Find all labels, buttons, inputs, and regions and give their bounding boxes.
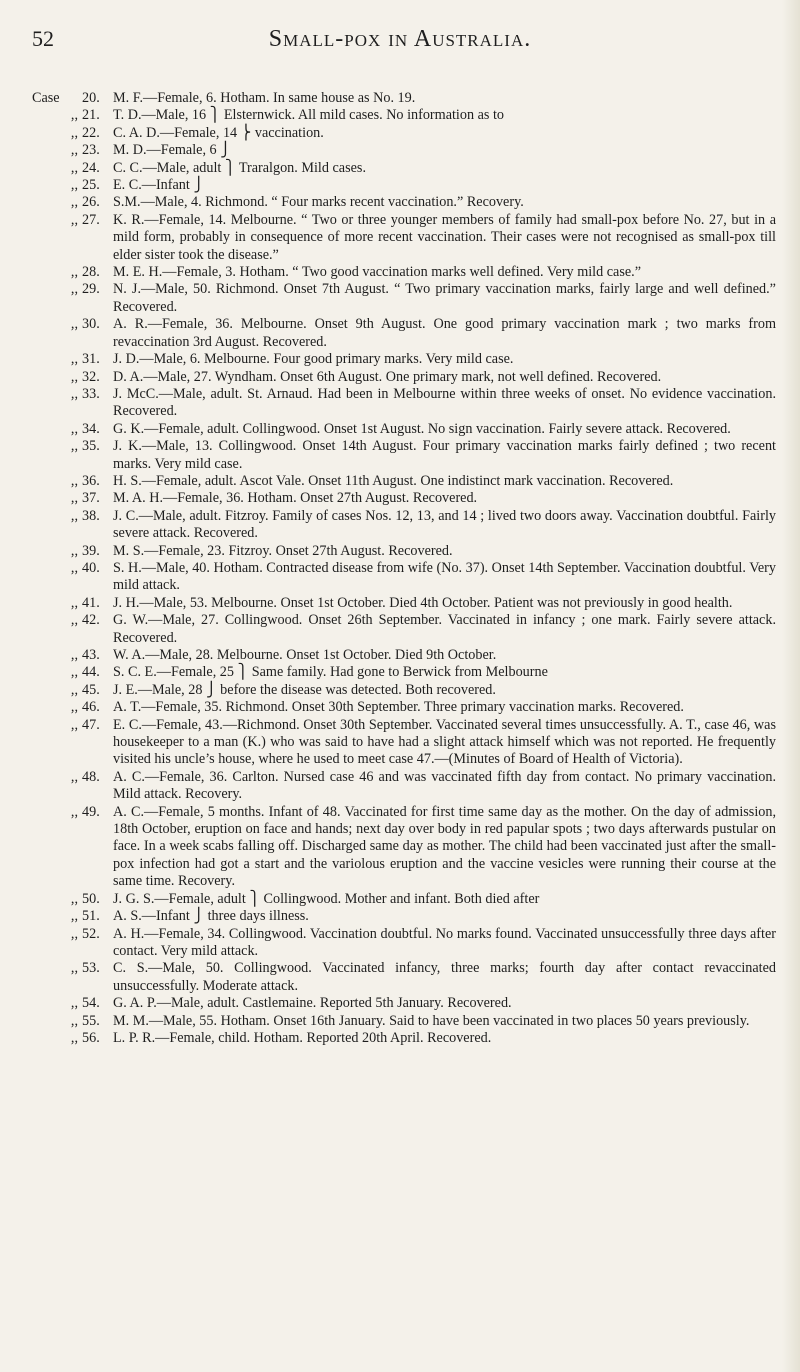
case-entry	[32, 212, 776, 264]
case-number: 44.	[82, 664, 100, 681]
case-number: 20.	[82, 90, 100, 106]
case-text: M. E. H.—Female, 3. Hotham. “ Two good vaccination marks well defined. Very mild case.”	[113, 264, 642, 281]
case-prefix: ,,	[70, 177, 78, 194]
case-text: S.M.—Male, 4. Richmond. “ Four marks recent vaccination.” Recovery.	[113, 194, 524, 211]
case-number: 54.	[82, 995, 100, 1012]
case-prefix: ,,	[70, 925, 78, 942]
case-prefix: ,,	[70, 542, 78, 559]
case-text: A. C.—Female, 5 months. Infant of 48. Vaccinated for first time same day as the mother. On the day of admission, 18th October, eruption on face and hands; next day over body in red papular spots ; two days afterwards pustular on face. In a week scabs falling off. Discharged same day as mother. The child had been vaccinated just after the small-pox infection had got a start and the variolous eruption and the vaccine vesicles were running their course at the same time. Recovery.	[113, 803, 776, 890]
case-entry	[32, 125, 776, 142]
case-entry	[32, 804, 776, 891]
case-prefix: ,,	[70, 472, 78, 489]
case-prefix: ,,	[70, 647, 78, 663]
case-text: C. C.—Male, adult ⎫ Traralgon. Mild cases.	[113, 159, 366, 176]
case-number: 56.	[82, 1029, 100, 1046]
case-text: G. A. P.—Male, adult. Castlemaine. Reported 5th January. Recovered.	[113, 995, 512, 1012]
case-text: J. G. S.—Female, adult ⎫ Collingwood. Mother and infant. Both died after	[113, 890, 540, 907]
running-title: Small-pox in Australia.	[268, 26, 532, 52]
case-prefix: ,,	[70, 264, 78, 281]
case-number: 51.	[82, 908, 100, 925]
case-text: M. F.—Female, 6. Hotham. In same house as No. 19.	[113, 90, 416, 106]
case-entry	[32, 369, 776, 386]
case-text: L. P. R.—Female, child. Hotham. Reported 20th April. Recovered.	[113, 1029, 492, 1046]
case-prefix: ,,	[70, 194, 78, 211]
case-text: C. S.—Male, 50. Collingwood. Vaccinated infancy, three marks; fourth day after contact revaccinated unsuccessfully. Moderate attack.	[113, 960, 776, 994]
case-entry	[32, 473, 776, 490]
case-entry	[32, 560, 776, 595]
case-entry	[32, 995, 776, 1012]
case-entry	[32, 647, 776, 664]
case-prefix: ,,	[70, 368, 78, 385]
case-prefix: ,,	[70, 908, 78, 925]
case-text: A. T.—Female, 35. Richmond. Onset 30th September. Three primary vaccination marks. Recovered.	[113, 699, 684, 716]
case-text: M. S.—Female, 23. Fitzroy. Onset 27th August. Recovered.	[113, 542, 453, 559]
case-entry	[32, 160, 776, 177]
case-prefix: ,,	[70, 768, 78, 785]
case-text: M. M.—Male, 55. Hotham. Onset 16th January. Said to have been vaccinated in two places 50 years previously.	[113, 1012, 750, 1029]
case-entry	[32, 769, 776, 804]
case-prefix: ,,	[70, 420, 78, 437]
case-entry	[32, 926, 776, 961]
case-prefix: ,,	[70, 385, 78, 402]
case-number: 45.	[82, 681, 100, 698]
case-entry	[32, 142, 776, 159]
case-entry	[32, 717, 776, 769]
case-prefix: ,,	[70, 1012, 78, 1029]
page-edge-shadow	[782, 0, 800, 1372]
case-text: G. K.—Female, adult. Collingwood. Onset 1st August. No sign vaccination. Fairly severe attack. Recovered.	[113, 420, 731, 437]
case-number: 22.	[82, 124, 100, 141]
case-entry	[32, 1030, 776, 1047]
case-prefix: ,,	[70, 681, 78, 698]
case-prefix: ,,	[70, 211, 78, 228]
case-number: 27.	[82, 211, 100, 228]
case-number: 38.	[82, 507, 100, 524]
case-prefix: ,,	[70, 490, 78, 507]
case-prefix: ,,	[70, 890, 78, 907]
case-text: A. H.—Female, 34. Collingwood. Vaccination doubtful. No marks found. Vaccinated unsuccessfully three days after contact. Very mild attack.	[113, 925, 776, 959]
case-text: H. S.—Female, adult. Ascot Vale. Onset 11th August. One indistinct mark vaccination. Recovered.	[113, 472, 674, 489]
case-prefix: ,,	[70, 803, 78, 820]
case-entry	[32, 194, 776, 211]
case-prefix: ,,	[70, 316, 78, 333]
case-number: 33.	[82, 385, 100, 402]
case-text: A. S.—Infant ⎭ three days illness.	[113, 908, 309, 925]
case-text: E. C.—Infant ⎭	[113, 177, 205, 194]
case-prefix: ,,	[70, 716, 78, 733]
case-number: 40.	[82, 559, 100, 576]
case-entry	[32, 264, 776, 281]
case-text: W. A.—Male, 28. Melbourne. Onset 1st October. Died 9th October.	[113, 647, 497, 663]
case-number: 30.	[82, 316, 100, 333]
case-number: 23.	[82, 142, 100, 159]
case-entry	[32, 1013, 776, 1030]
case-number: 46.	[82, 699, 100, 716]
case-number: 31.	[82, 351, 100, 368]
case-list	[32, 90, 776, 1047]
case-number: 55.	[82, 1012, 100, 1029]
case-number: 28.	[82, 264, 100, 281]
case-text: T. D.—Male, 16 ⎫ Elsternwick. All mild cases. No information as to	[113, 107, 505, 124]
case-prefix: ,,	[70, 107, 78, 124]
case-entry	[32, 612, 776, 647]
case-prefix: ,,	[70, 612, 78, 629]
case-prefix: ,,	[70, 1029, 78, 1046]
case-number: 36.	[82, 472, 100, 489]
case-number: 37.	[82, 490, 100, 507]
case-number: 48.	[82, 768, 100, 785]
case-entry	[32, 699, 776, 716]
case-number: 39.	[82, 542, 100, 559]
case-text: S. H.—Male, 40. Hotham. Contracted disease from wife (No. 37). Onset 14th September. Vaccination doubtful. Very mild attack.	[113, 559, 776, 594]
page-header	[32, 26, 768, 62]
case-entry	[32, 107, 776, 124]
case-number: 32.	[82, 368, 100, 385]
case-text: S. C. E.—Female, 25 ⎫ Same family. Had gone to Berwick from Melbourne	[113, 664, 548, 681]
case-entry	[32, 490, 776, 507]
case-entry	[32, 664, 776, 681]
case-prefix: ,,	[70, 664, 78, 681]
case-number: 41.	[82, 594, 100, 611]
case-text: J. H.—Male, 53. Melbourne. Onset 1st October. Died 4th October. Patient was not previously in good health.	[113, 594, 733, 611]
case-prefix: ,,	[70, 159, 78, 176]
case-prefix: ,,	[70, 594, 78, 611]
case-entry	[32, 543, 776, 560]
page-number: 52	[32, 26, 54, 51]
case-entry	[32, 595, 776, 612]
case-prefix: ,,	[70, 960, 78, 977]
case-text: G. W.—Male, 27. Collingwood. Onset 26th September. Vaccinated in infancy ; one mark. Fairly severe attack. Recovered.	[113, 612, 776, 646]
case-number: 25.	[82, 177, 100, 194]
case-text: D. A.—Male, 27. Wyndham. Onset 6th August. One primary mark, not well defined. Recovered.	[113, 368, 662, 385]
case-text: M. A. H.—Female, 36. Hotham. Onset 27th August. Recovered.	[113, 490, 478, 507]
case-number: 34.	[82, 420, 100, 437]
case-number: 42.	[82, 612, 100, 629]
case-text: A. C.—Female, 36. Carlton. Nursed case 46 and was vaccinated fifth day from contact. No primary vaccination. Mild attack. Recovery.	[113, 768, 776, 803]
case-prefix: ,,	[70, 351, 78, 368]
case-number: 47.	[82, 716, 100, 733]
case-number: 50.	[82, 890, 100, 907]
case-entry	[32, 960, 776, 995]
case-text: A. R.—Female, 36. Melbourne. Onset 9th August. One good primary vaccination mark ; two marks from revaccination 3rd August. Recovered.	[113, 316, 776, 350]
case-entry	[32, 908, 776, 925]
case-number: 21.	[82, 107, 100, 124]
case-text: J. D.—Male, 6. Melbourne. Four good primary marks. Very mild case.	[113, 351, 514, 368]
case-text: M. D.—Female, 6 ⎭	[113, 142, 231, 159]
case-entry	[32, 508, 776, 543]
case-entry	[32, 386, 776, 421]
case-entry	[32, 177, 776, 194]
case-entry	[32, 90, 776, 107]
case-prefix: ,,	[70, 995, 78, 1012]
case-entry	[32, 316, 776, 351]
case-number: 26.	[82, 194, 100, 211]
case-text: E. C.—Female, 43.—Richmond. Onset 30th September. Vaccinated several times unsuccessfully. A. T., case 46, was housekeeper to a man (K.) who was said to have had a slight attack himself which was not reported. He frequently visited his uncle’s house, where he used to meet case 47.—(Minutes of Board of Health of Victoria).	[113, 716, 776, 768]
case-text: J. C.—Male, adult. Fitzroy. Family of cases Nos. 12, 13, and 14 ; lived two doors away. Vaccination doubtful. Fairly severe attack. Recovered.	[113, 507, 776, 542]
case-entry	[32, 438, 776, 473]
case-number: 35.	[82, 438, 100, 455]
case-entry	[32, 891, 776, 908]
case-prefix: ,,	[70, 281, 78, 298]
case-text: K. R.—Female, 14. Melbourne. “ Two or three younger members of family had small-pox before No. 27, but in a mild form, probably in consequence of more recent vaccination. Their cases were not recognised as small-pox till elder sister took the disease.”	[113, 211, 776, 263]
case-text: N. J.—Male, 50. Richmond. Onset 7th August. “ Two primary vaccination marks, fairly large and well defined.” Recovered.	[113, 281, 776, 315]
case-entry	[32, 351, 776, 368]
case-number: 43.	[82, 647, 100, 663]
case-prefix: ,,	[70, 507, 78, 524]
case-number: 29.	[82, 281, 100, 298]
case-prefix: ,,	[70, 124, 78, 141]
case-text: J. E.—Male, 28 ⎭ before the disease was detected. Both recovered.	[113, 681, 496, 698]
case-text: J. K.—Male, 13. Collingwood. Onset 14th August. Four primary vaccination marks fairly defined ; two recent marks. Very mild case.	[113, 438, 776, 472]
case-number: 52.	[82, 925, 100, 942]
case-prefix: ,,	[70, 559, 78, 576]
case-number: 49.	[82, 803, 100, 820]
case-entry	[32, 682, 776, 699]
case-prefix: ,,	[70, 438, 78, 455]
case-number: 24.	[82, 159, 100, 176]
case-prefix: ,,	[70, 142, 78, 159]
case-text: C. A. D.—Female, 14 ⎬ vaccination.	[113, 124, 324, 141]
case-entry	[32, 421, 776, 438]
case-entry	[32, 281, 776, 316]
case-prefix: ,,	[70, 699, 78, 716]
case-text: J. McC.—Male, adult. St. Arnaud. Had been in Melbourne within three weeks of onset. No evidence vaccination. Recovered.	[113, 385, 776, 420]
case-prefix: Case	[32, 90, 60, 106]
case-number: 53.	[82, 960, 100, 977]
